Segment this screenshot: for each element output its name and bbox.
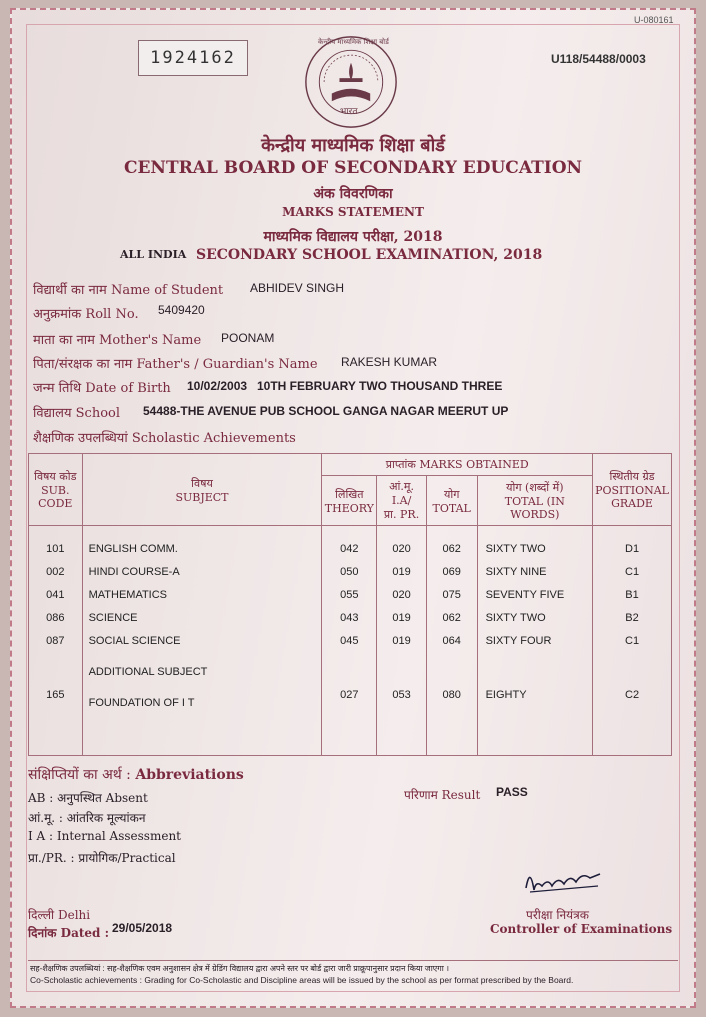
dob-label-hi: जन्म तिथि (33, 381, 82, 396)
header-grade (593, 454, 672, 526)
document-title-hindi: अंक विवरणिका (313, 186, 393, 202)
dob-in-words: 10TH FEBRUARY TWO THOUSAND THREE (257, 379, 503, 393)
exam-title-hindi: माध्यमिक विद्यालय परीक्षा, 2018 (263, 229, 443, 245)
student-name-row (33, 280, 223, 298)
header-grade-hi: स्थितीय ग्रेड (609, 470, 655, 483)
place (28, 906, 90, 923)
dated-label-en: Dated : (60, 926, 110, 940)
subject-code: 002 (46, 566, 65, 578)
dob-row (33, 378, 171, 396)
header-total (426, 476, 477, 526)
header-ia-hi: आं.मू. (389, 480, 414, 493)
school-label-en: School (75, 406, 121, 421)
ia-marks: 019 (392, 566, 411, 578)
father-name-row (33, 354, 318, 372)
total-marks: 062 (442, 612, 461, 624)
scholastic-label-hi: शैक्षणिक उपलब्धियां (33, 431, 128, 446)
column-total-words (477, 526, 592, 756)
total-in-words: SIXTY NINE (485, 566, 547, 578)
school-label-hi: विद्यालय (33, 406, 72, 421)
student-name-value: ABHIDEV SINGH (250, 281, 345, 295)
abbreviations-title-hi: संक्षिप्तियों का अर्थ : (28, 767, 131, 783)
dob-value: 10/02/2003 (187, 379, 248, 393)
total-marks: 069 (442, 566, 461, 578)
subject-name: HINDI COURSE-A (88, 566, 180, 578)
header-code-en2: CODE (38, 497, 73, 510)
total-marks: 064 (442, 635, 461, 647)
subject-name: MATHEMATICS (88, 589, 168, 601)
abbreviations-title (28, 765, 244, 784)
column-codes (29, 526, 83, 756)
header-total-hi: योग (443, 487, 460, 501)
controller-title-english: Controller of Examinations (490, 922, 673, 936)
header-subject (82, 454, 322, 526)
roll-number-row (33, 304, 139, 322)
abbreviation-item: I A : Internal Assessment (28, 829, 181, 843)
total-marks: 080 (442, 689, 461, 701)
positional-grade: B2 (625, 612, 639, 624)
dated-label-hi: दिनांक (28, 926, 57, 940)
place-hi: दिल्ली (28, 908, 55, 922)
ia-marks: 020 (392, 543, 411, 555)
student-name-label-hi: विद्यार्थी का नाम (33, 283, 107, 298)
ia-marks: 019 (392, 635, 411, 647)
header-code-hi: विषय कोड (34, 470, 77, 483)
result-label-en: Result (441, 788, 481, 802)
student-name-label-en: Name of Student (110, 283, 224, 298)
emblem-bottom-text: भारत (340, 107, 358, 117)
header-theory-hi: लिखित (335, 487, 364, 501)
header-marks-en: MARKS OBTAINED (419, 458, 529, 471)
serial-number: 1924162 (138, 40, 248, 76)
footer-divider (28, 960, 678, 961)
header-grade-en1: POSITIONAL (595, 484, 669, 497)
header-words-en: TOTAL (IN WORDS) (504, 495, 565, 521)
theory-marks: 055 (340, 589, 359, 601)
positional-grade: C1 (625, 566, 640, 578)
total-marks: 075 (442, 589, 461, 601)
subject-code: 101 (46, 543, 65, 555)
total-in-words: EIGHTY (485, 689, 527, 701)
theory-marks: 043 (340, 612, 359, 624)
board-name-hindi: केन्द्रीय माध्यमिक शिक्षा बोर्ड (261, 135, 445, 156)
subject-name: SOCIAL SCIENCE (88, 635, 181, 647)
school-value: 54488-THE AVENUE PUB SCHOOL GANGA NAGAR MEERUT UP (143, 404, 509, 418)
header-grade-en2: GRADE (611, 497, 653, 510)
footnote-hindi: सह-शैक्षणिक उपलब्धियां : सह-शैक्षणिक एवम अनुशासन क्षेत्र में ग्रेडिंग विद्यालय द्वारा अपने स्तर पर बोर्ड द्वारा जारी प्राक्रूपानुसार प्रदान किया जाएगा । (30, 964, 450, 973)
father-name-value: RAKESH KUMAR (341, 355, 438, 369)
document-title-english: MARKS STATEMENT (282, 205, 424, 219)
controller-signature-icon (520, 860, 606, 900)
school-row (33, 403, 120, 421)
subject-code: 041 (46, 589, 65, 601)
column-ia (377, 526, 426, 756)
exam-prefix: ALL INDIA (120, 248, 187, 261)
header-code-en1: SUB. (41, 484, 70, 497)
ia-marks: 053 (392, 689, 411, 701)
father-label-en: Father's / Guardian's Name (136, 357, 318, 372)
exam-title-english: SECONDARY SCHOOL EXAMINATION, 2018 (196, 247, 543, 263)
mother-label-en: Mother's Name (99, 333, 202, 348)
scholastic-heading (33, 428, 296, 446)
father-label-hi: पिता/संरक्षक का नाम (33, 357, 133, 372)
abbreviations-title-en: Abbreviations (135, 767, 244, 783)
header-subject-hi: विषय (191, 476, 213, 490)
mother-name-value: POONAM (221, 331, 275, 345)
additional-subject-label: ADDITIONAL SUBJECT (88, 666, 208, 678)
roll-label-hi: अनुक्रमांक (33, 307, 82, 322)
theory-marks: 042 (340, 543, 359, 555)
subject-name: ENGLISH COMM. (88, 543, 178, 555)
abbreviation-item: AB : अनुपस्थित Absent (28, 791, 148, 805)
header-ia-pr: प्रा. PR. (383, 508, 420, 521)
header-marks-obtained (322, 454, 593, 476)
header-theory-en: THEORY (324, 501, 374, 515)
mother-name-row (33, 330, 201, 348)
subject-code: 086 (46, 612, 65, 624)
positional-grade: C1 (625, 635, 640, 647)
total-in-words: SIXTY FOUR (485, 635, 552, 647)
column-grade (593, 526, 672, 756)
positional-grade: C2 (625, 689, 640, 701)
header-theory (322, 476, 377, 526)
abbreviation-item: प्रा./PR. : प्रायोगिक/Practical (28, 851, 176, 865)
dob-label-en: Date of Birth (85, 381, 171, 396)
total-in-words: SEVENTY FIVE (485, 589, 565, 601)
result-value: PASS (496, 785, 528, 799)
roll-number-value: 5409420 (158, 303, 205, 317)
ia-marks: 020 (392, 589, 411, 601)
positional-grade: D1 (625, 543, 640, 555)
header-ia-en: I.A/ (391, 494, 412, 507)
column-total (426, 526, 477, 756)
theory-marks: 045 (340, 635, 359, 647)
header-subject-en: SUBJECT (175, 490, 229, 504)
place-en: Delhi (57, 908, 91, 922)
reference-number: U118/54488/0003 (551, 52, 646, 66)
theory-marks: 050 (340, 566, 359, 578)
total-marks: 062 (442, 543, 461, 555)
dated-label (28, 924, 109, 941)
header-total-in-words (477, 476, 592, 526)
footnote-english: Co-Scholastic achievements : Grading for Co-Scholastic and Discipline areas will be issued by the school as per format prescribed by the Board. (30, 975, 574, 985)
mother-label-hi: माता का नाम (33, 333, 95, 348)
header-marks-hi: प्राप्तांक (385, 458, 416, 471)
emblem-ring-text: केन्द्रीय माध्यमिक शिक्षा बोर्ड (318, 38, 389, 46)
header-words-hi: योग (शब्दों में) (506, 481, 564, 494)
subject-code: 165 (46, 689, 65, 701)
header-internal-assessment (377, 476, 426, 526)
header-subject-code (29, 454, 83, 526)
ia-marks: 019 (392, 612, 411, 624)
header-total-en: TOTAL (432, 501, 471, 515)
subject-name: FOUNDATION OF I T (88, 697, 195, 709)
board-name-english: CENTRAL BOARD OF SECONDARY EDUCATION (123, 158, 583, 178)
abbreviation-item: आं.मू. : आंतरिक मूल्यांकन (28, 811, 146, 825)
result-label (404, 786, 480, 803)
column-subjects (82, 526, 322, 756)
total-in-words: SIXTY TWO (485, 612, 546, 624)
roll-label-en: Roll No. (85, 307, 139, 322)
subject-code: 087 (46, 635, 65, 647)
controller-title-hindi: परीक्षा नियंत्रक (526, 908, 589, 922)
total-in-words: SIXTY TWO (485, 543, 546, 555)
marks-table (28, 453, 672, 756)
top-code: U-080161 (634, 15, 674, 25)
column-theory (322, 526, 377, 756)
scholastic-label-en: Scholastic Achievements (131, 431, 296, 446)
positional-grade: B1 (625, 589, 639, 601)
result-label-hi: परिणाम (404, 788, 438, 802)
dated-value: 29/05/2018 (112, 921, 173, 935)
theory-marks: 027 (340, 689, 359, 701)
subject-name: SCIENCE (88, 612, 138, 624)
